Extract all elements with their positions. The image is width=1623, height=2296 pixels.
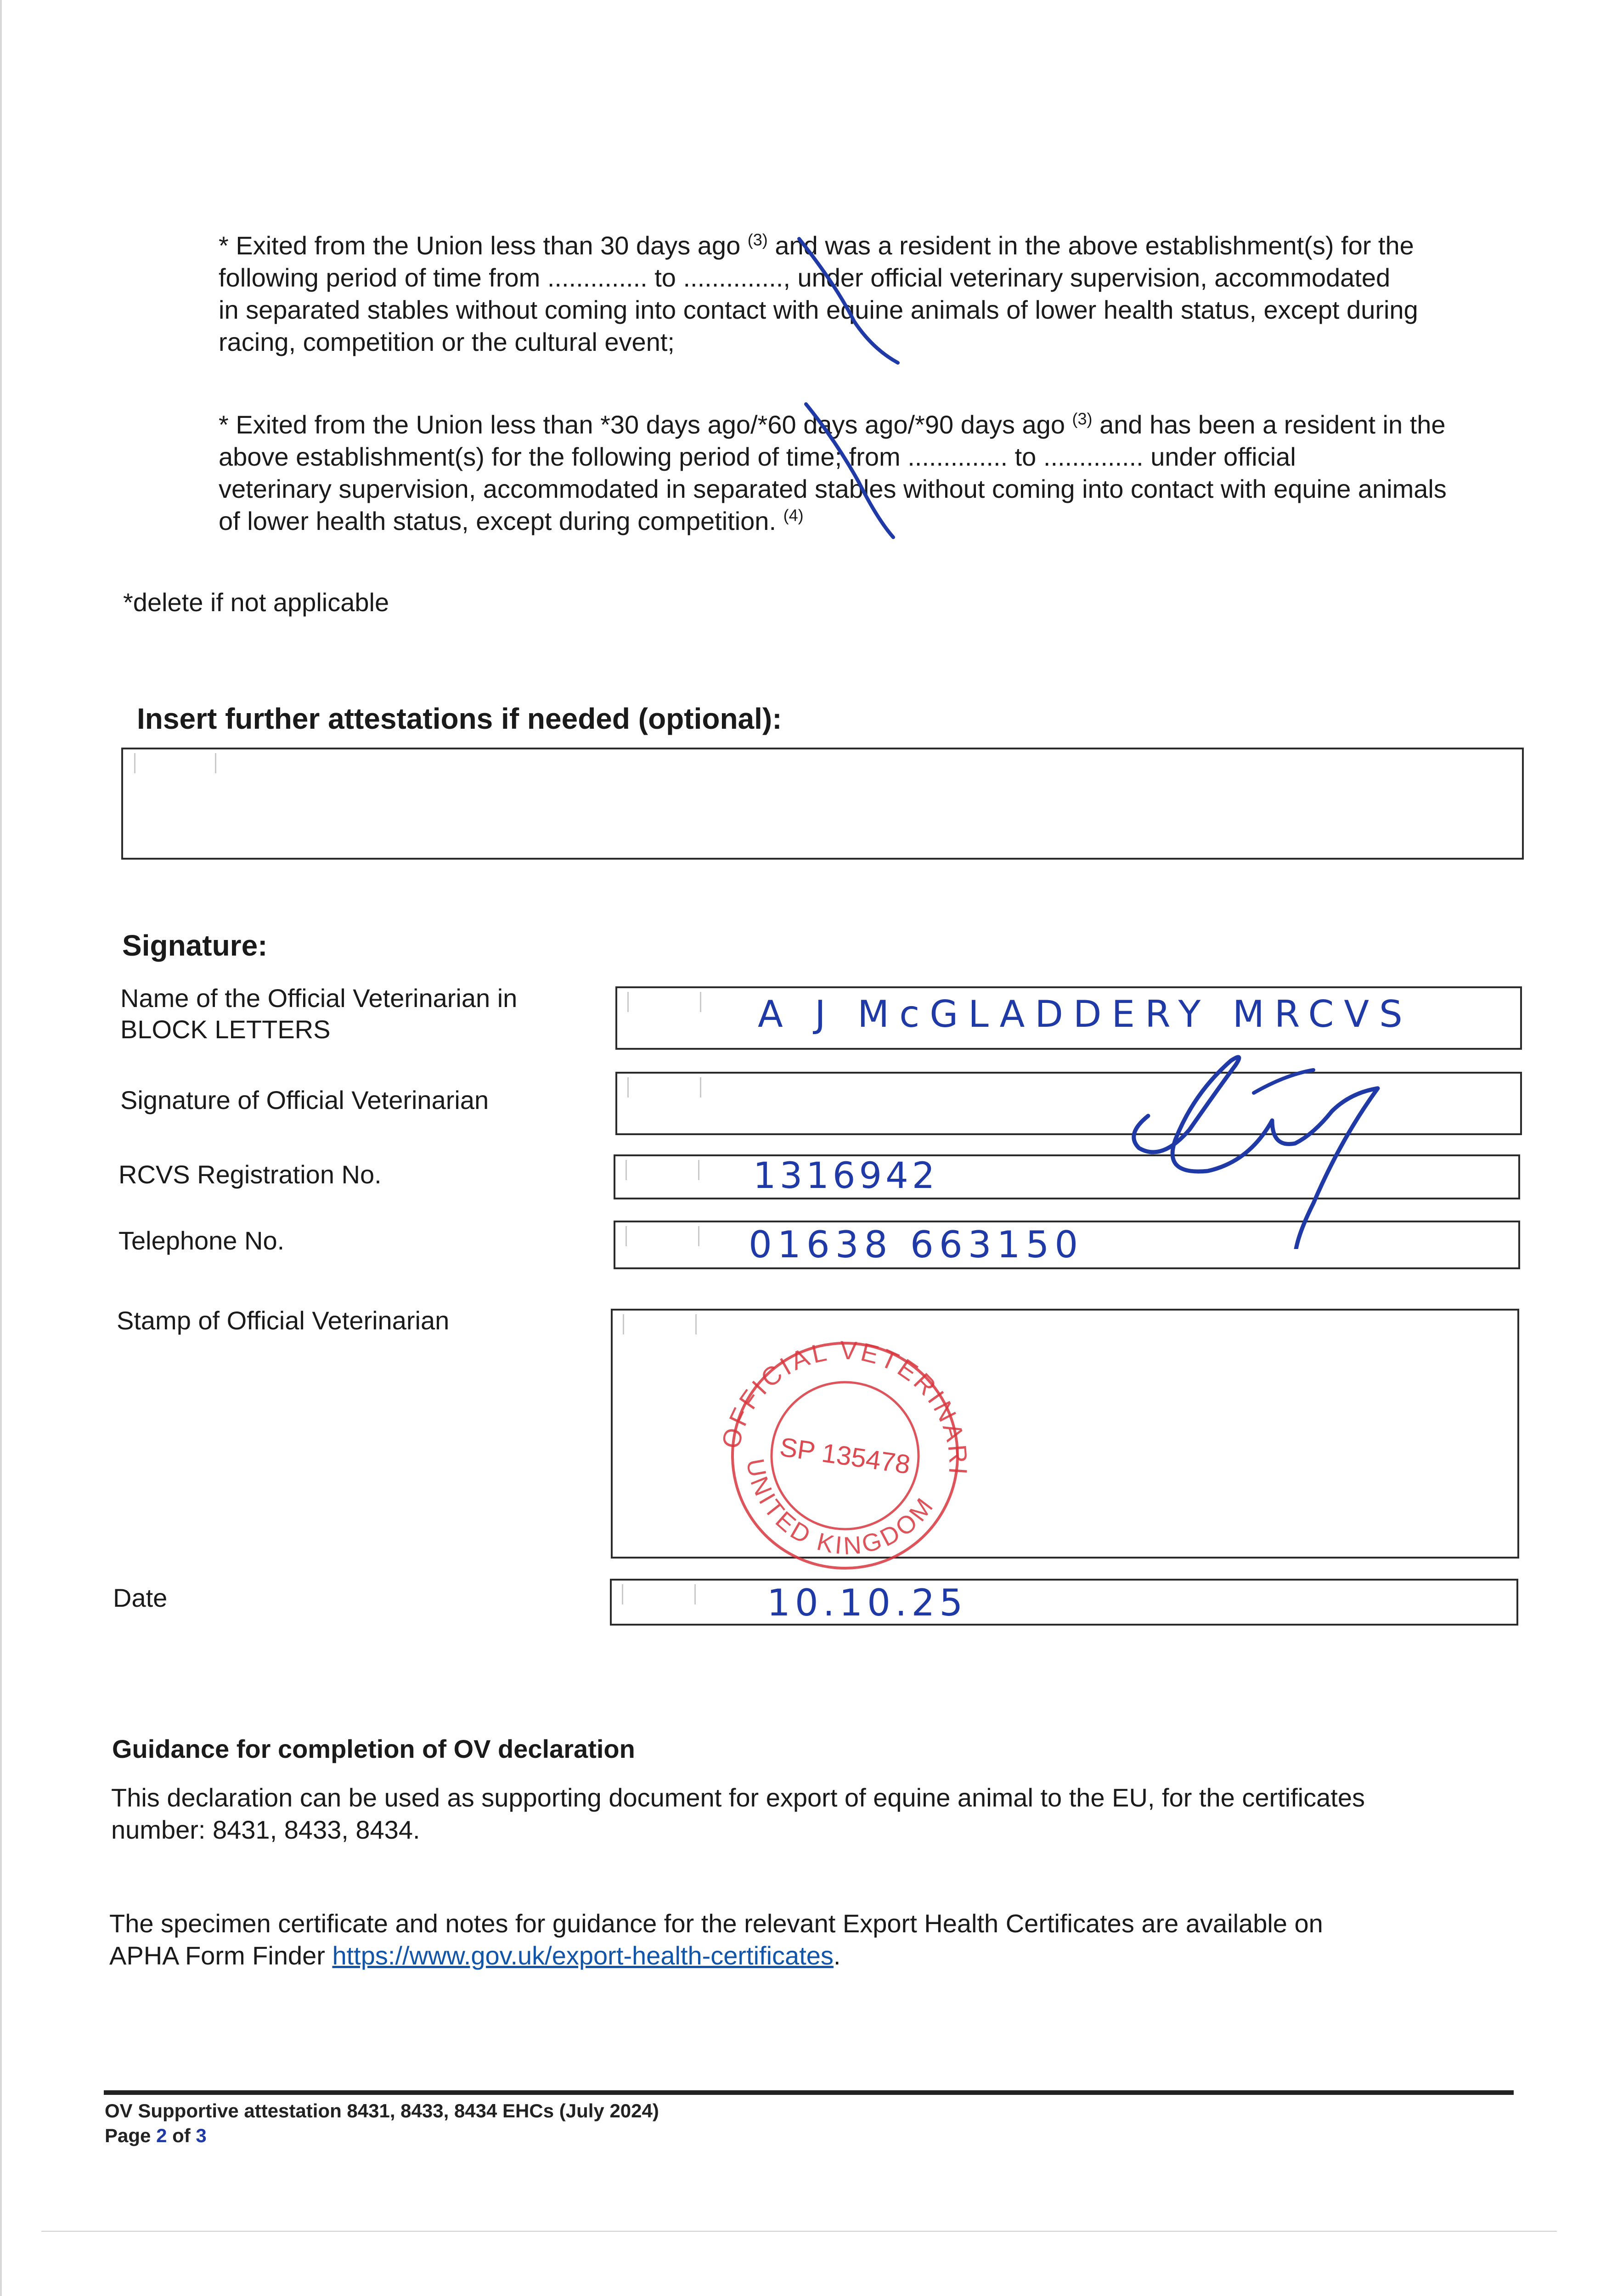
- rcvs-label: RCVS Registration No.: [118, 1160, 382, 1189]
- footer: [105, 2099, 659, 2148]
- strike-line-2: [806, 404, 893, 537]
- further-attestations-heading: Insert further attestations if needed (optional):: [137, 702, 782, 735]
- handwritten-signature: [1056, 1010, 1424, 1249]
- telephone-label: Telephone No.: [118, 1226, 285, 1255]
- stamp-text-top: OFFICIAL VETERINARIAN: [716, 1335, 974, 1478]
- footer-document-title: OV Supportive attestation 8431, 8433, 8434 EHCs (July 2024): [105, 2100, 659, 2122]
- date-field[interactable]: [610, 1579, 1518, 1626]
- guidance-text: This declaration can be used as supporting document for export of equine animal to the EU, for the certificates: [111, 1783, 1365, 1812]
- telephone-handwritten: 01638 663150: [749, 1223, 1084, 1266]
- official-stamp: [698, 1322, 992, 1570]
- para1-text: * Exited from the Union less than 30 days ago: [219, 231, 748, 260]
- guidance-paragraph-2: [109, 1908, 1533, 1972]
- page-mid: of: [167, 2125, 196, 2146]
- guidance-text: .: [833, 1941, 841, 1970]
- stamp-number: SP 135478: [778, 1432, 913, 1480]
- svg-text:UNITED KINGDOM: [729, 1453, 943, 1570]
- page-total: 3: [196, 2125, 207, 2146]
- name-handwritten: A J McGLADDERY MRCVS: [758, 993, 1413, 1035]
- name-label: [120, 983, 517, 1045]
- guidance-paragraph-1: [111, 1782, 1535, 1846]
- deletion-strike-lines: [0, 0, 1623, 597]
- stamp-text-bottom: UNITED KINGDOM: [741, 1457, 940, 1560]
- para2-text: * Exited from the Union less than *30 days ago/*60 days ago/*90 days ago: [219, 410, 1072, 439]
- guidance-text: APHA Form Finder: [109, 1941, 332, 1970]
- guidance-text: The specimen certificate and notes for guidance for the relevant Export Health Certificates are available on: [109, 1909, 1323, 1938]
- signature-stroke: [1254, 1070, 1313, 1093]
- date-label: Date: [113, 1583, 168, 1612]
- page-prefix: Page: [105, 2125, 157, 2146]
- page-current: 2: [156, 2125, 167, 2146]
- further-attestations-field[interactable]: [121, 748, 1524, 860]
- footnote-ref: (3): [1072, 409, 1093, 428]
- stamp-label: Stamp of Official Veterinarian: [117, 1306, 450, 1335]
- guidance-heading: Guidance for completion of OV declaration: [112, 1734, 635, 1763]
- export-certificates-link[interactable]: https://www.gov.uk/export-health-certificates: [332, 1941, 834, 1970]
- para1-text: racing, competition or the cultural event;: [219, 327, 675, 356]
- para2-text: and has been a resident in the: [1092, 410, 1446, 439]
- scan-bottom-line: [41, 2231, 1557, 2232]
- signature-stroke: [1134, 1057, 1378, 1249]
- para2-text: above establishment(s) for the following period of time; from .............. to .............. under official: [219, 442, 1296, 471]
- name-label-line: Name of the Official Veterinarian in: [120, 984, 518, 1013]
- para1-text: in separated stables without coming into contact with equine animals of lower health status, except during: [219, 295, 1418, 324]
- footnote-ref: (4): [783, 506, 804, 525]
- strike-line-1: [799, 239, 898, 363]
- page-number: [105, 2123, 659, 2148]
- guidance-text: number: 8431, 8433, 8434.: [111, 1815, 420, 1844]
- footnote-ref: (3): [747, 230, 768, 249]
- para1-text: and was a resident in the above establishment(s) for the: [767, 231, 1414, 260]
- para2-text: of lower health status, except during competition.: [219, 506, 783, 535]
- name-label-line: BLOCK LETTERS: [120, 1015, 331, 1044]
- signature-label: Signature of Official Veterinarian: [120, 1086, 489, 1114]
- date-handwritten: 10.10.25: [767, 1581, 968, 1624]
- para2-text: veterinary supervision, accommodated in separated stables without coming into contact with equine animals: [219, 474, 1447, 503]
- rcvs-handwritten: 1316942: [753, 1155, 939, 1197]
- footer-separator: [104, 2090, 1514, 2095]
- delete-note: *delete if not applicable: [123, 588, 389, 617]
- signature-heading: Signature:: [122, 929, 268, 962]
- para1-text: following period of time from .............. to .............., under official veterinary supervision, accommodated: [219, 263, 1391, 292]
